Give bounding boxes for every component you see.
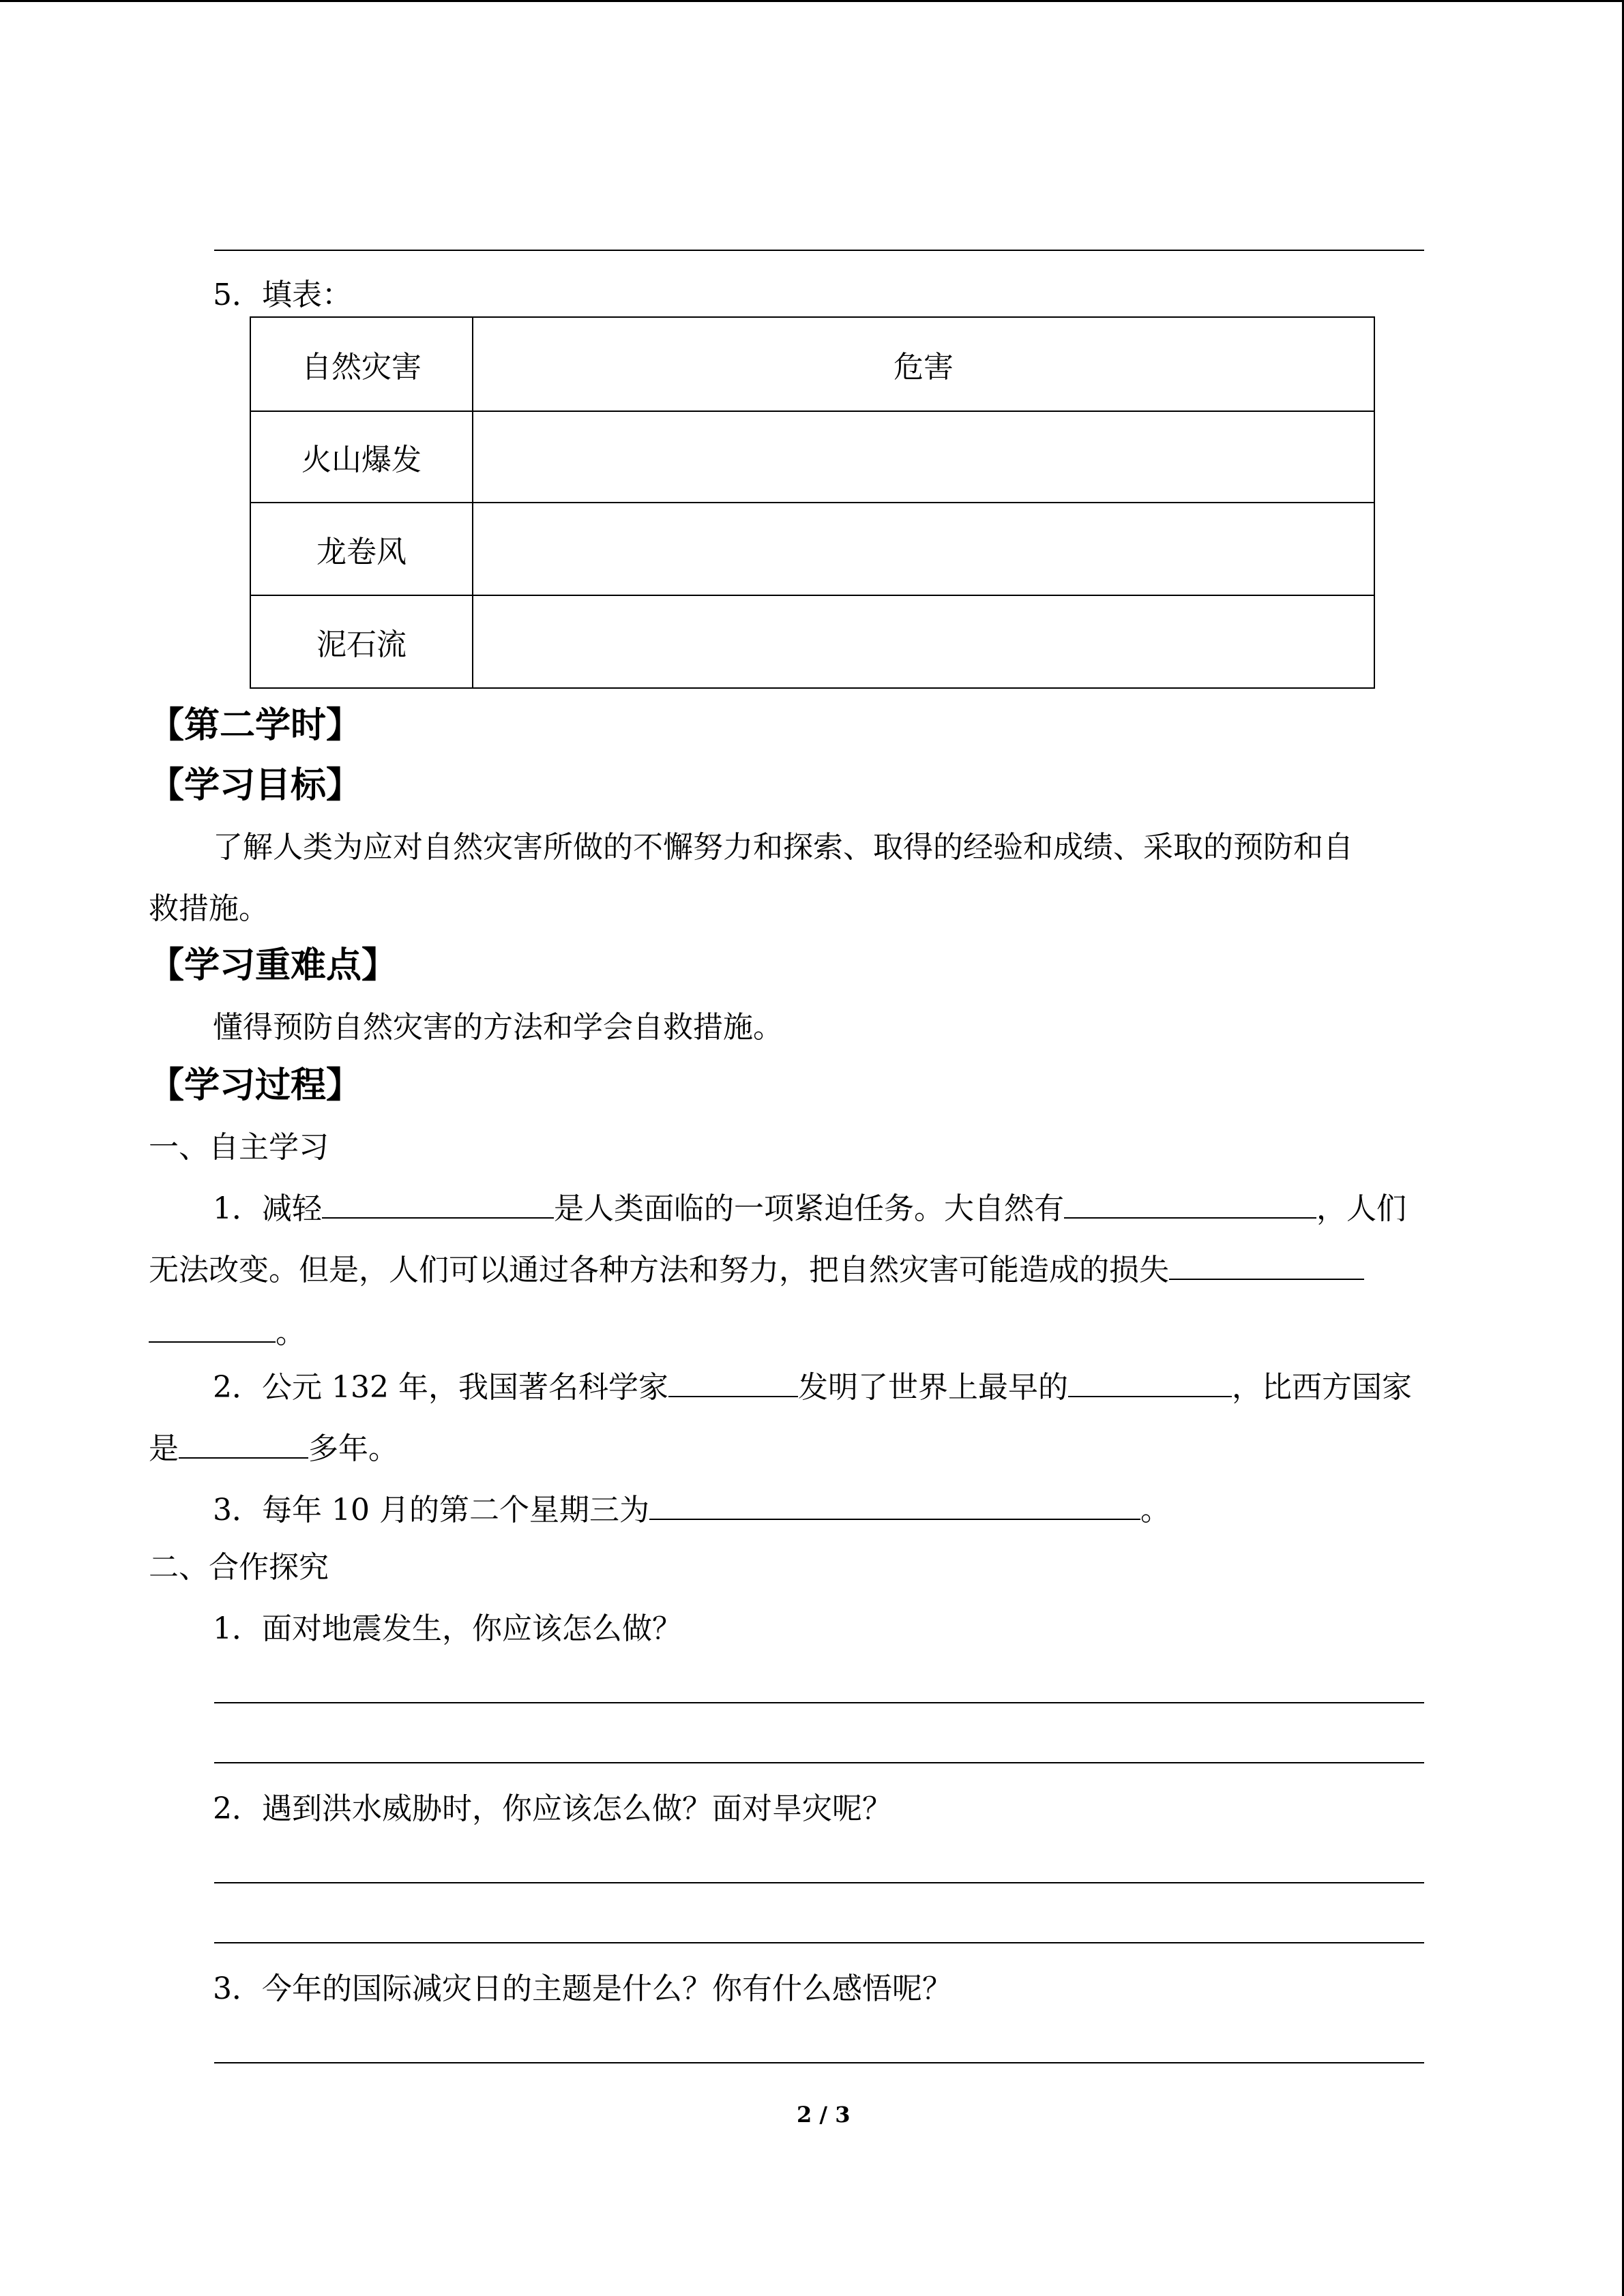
answer-line	[214, 250, 1424, 251]
self-study-q2-line-2	[149, 1418, 398, 1480]
q1-blank-1[interactable]	[322, 1217, 554, 1219]
answer-line[interactable]	[214, 1942, 1424, 1943]
q1-text-b: 是人类面临的一项紧迫任务。大自然有	[554, 1191, 1064, 1226]
hazard-table	[250, 316, 1375, 689]
q3-text-a: 3．每年 10 月的第二个星期三为	[213, 1493, 649, 1527]
q2-text-d: 是	[149, 1431, 179, 1466]
q1-text-c: ，人们	[1316, 1191, 1406, 1226]
q1-blank-2[interactable]	[1064, 1217, 1316, 1219]
answer-line[interactable]	[214, 1762, 1424, 1763]
q1-text-a: 1．减轻	[213, 1191, 322, 1226]
table-cell-answer[interactable]	[473, 411, 1374, 503]
q1-blank-3[interactable]	[1169, 1278, 1364, 1280]
self-study-heading: 一、自主学习	[149, 1130, 329, 1165]
q2-blank-2[interactable]	[1068, 1395, 1232, 1397]
q2-text-e: 多年。	[308, 1431, 398, 1466]
q2-text-a: 2．公元 132 年，我国著名科学家	[213, 1370, 668, 1405]
table-header-disaster: 自然灾害	[250, 317, 473, 411]
cooperation-q1: 1．面对地震发生，你应该怎么做？	[213, 1611, 682, 1646]
table-cell-disaster: 泥石流	[250, 595, 473, 688]
q3-blank[interactable]	[649, 1518, 1140, 1520]
second-period-heading: 【第二学时】	[149, 705, 362, 746]
table-row	[250, 503, 1374, 595]
q2-text-b: 发明了世界上最早的	[797, 1370, 1068, 1405]
page-border-top	[0, 0, 1624, 2]
key-points-heading: 【学习重难点】	[149, 945, 398, 986]
table-cell-disaster: 火山爆发	[250, 411, 473, 503]
q1-text-e: 。	[276, 1315, 306, 1350]
cooperation-q3: 3．今年的国际减灾日的主题是什么？你有什么感悟呢？	[213, 1971, 952, 2006]
q2-blank-1[interactable]	[668, 1395, 798, 1397]
page-number: 2 / 3	[797, 2102, 851, 2128]
key-points-text: 懂得预防自然灾害的方法和学会自救措施。	[213, 1010, 783, 1045]
learning-process-heading: 【学习过程】	[149, 1065, 362, 1106]
learning-goals-heading: 【学习目标】	[149, 765, 362, 806]
learning-goals-line-2: 救措施。	[149, 891, 269, 926]
table-cell-answer[interactable]	[473, 595, 1374, 688]
table-cell-disaster: 龙卷风	[250, 503, 473, 595]
table-row	[250, 317, 1374, 411]
self-study-q1-line-1	[213, 1178, 1406, 1240]
self-study-q1-line-3	[149, 1302, 306, 1364]
learning-goals-line-1: 了解人类为应对自然灾害所做的不懈努力和探索、取得的经验和成绩、采取的预防和自	[213, 830, 1353, 865]
q3-text-b: 。	[1140, 1493, 1170, 1527]
table-row	[250, 411, 1374, 503]
table-row	[250, 595, 1374, 688]
q2-text-c: ，比西方国家	[1231, 1370, 1412, 1405]
cooperation-heading: 二、合作探究	[149, 1550, 329, 1585]
q2-blank-3[interactable]	[179, 1457, 308, 1459]
answer-line[interactable]	[214, 1702, 1424, 1703]
cooperation-q2: 2．遇到洪水威胁时，你应该怎么做？面对旱灾呢？	[213, 1791, 892, 1826]
answer-line[interactable]	[214, 1882, 1424, 1883]
self-study-q2-line-1	[213, 1357, 1412, 1418]
table-cell-answer[interactable]	[473, 503, 1374, 595]
q1-blank-3-cont[interactable]	[149, 1341, 276, 1343]
self-study-q3	[213, 1480, 1170, 1541]
answer-line[interactable]	[214, 2062, 1424, 2063]
question-5-label: 5．填表：	[213, 278, 352, 312]
self-study-q1-line-2	[149, 1240, 1364, 1301]
table-header-hazard: 危害	[473, 317, 1374, 411]
q1-text-d: 无法改变。但是，人们可以通过各种方法和努力，把自然灾害可能造成的损失	[149, 1253, 1169, 1287]
